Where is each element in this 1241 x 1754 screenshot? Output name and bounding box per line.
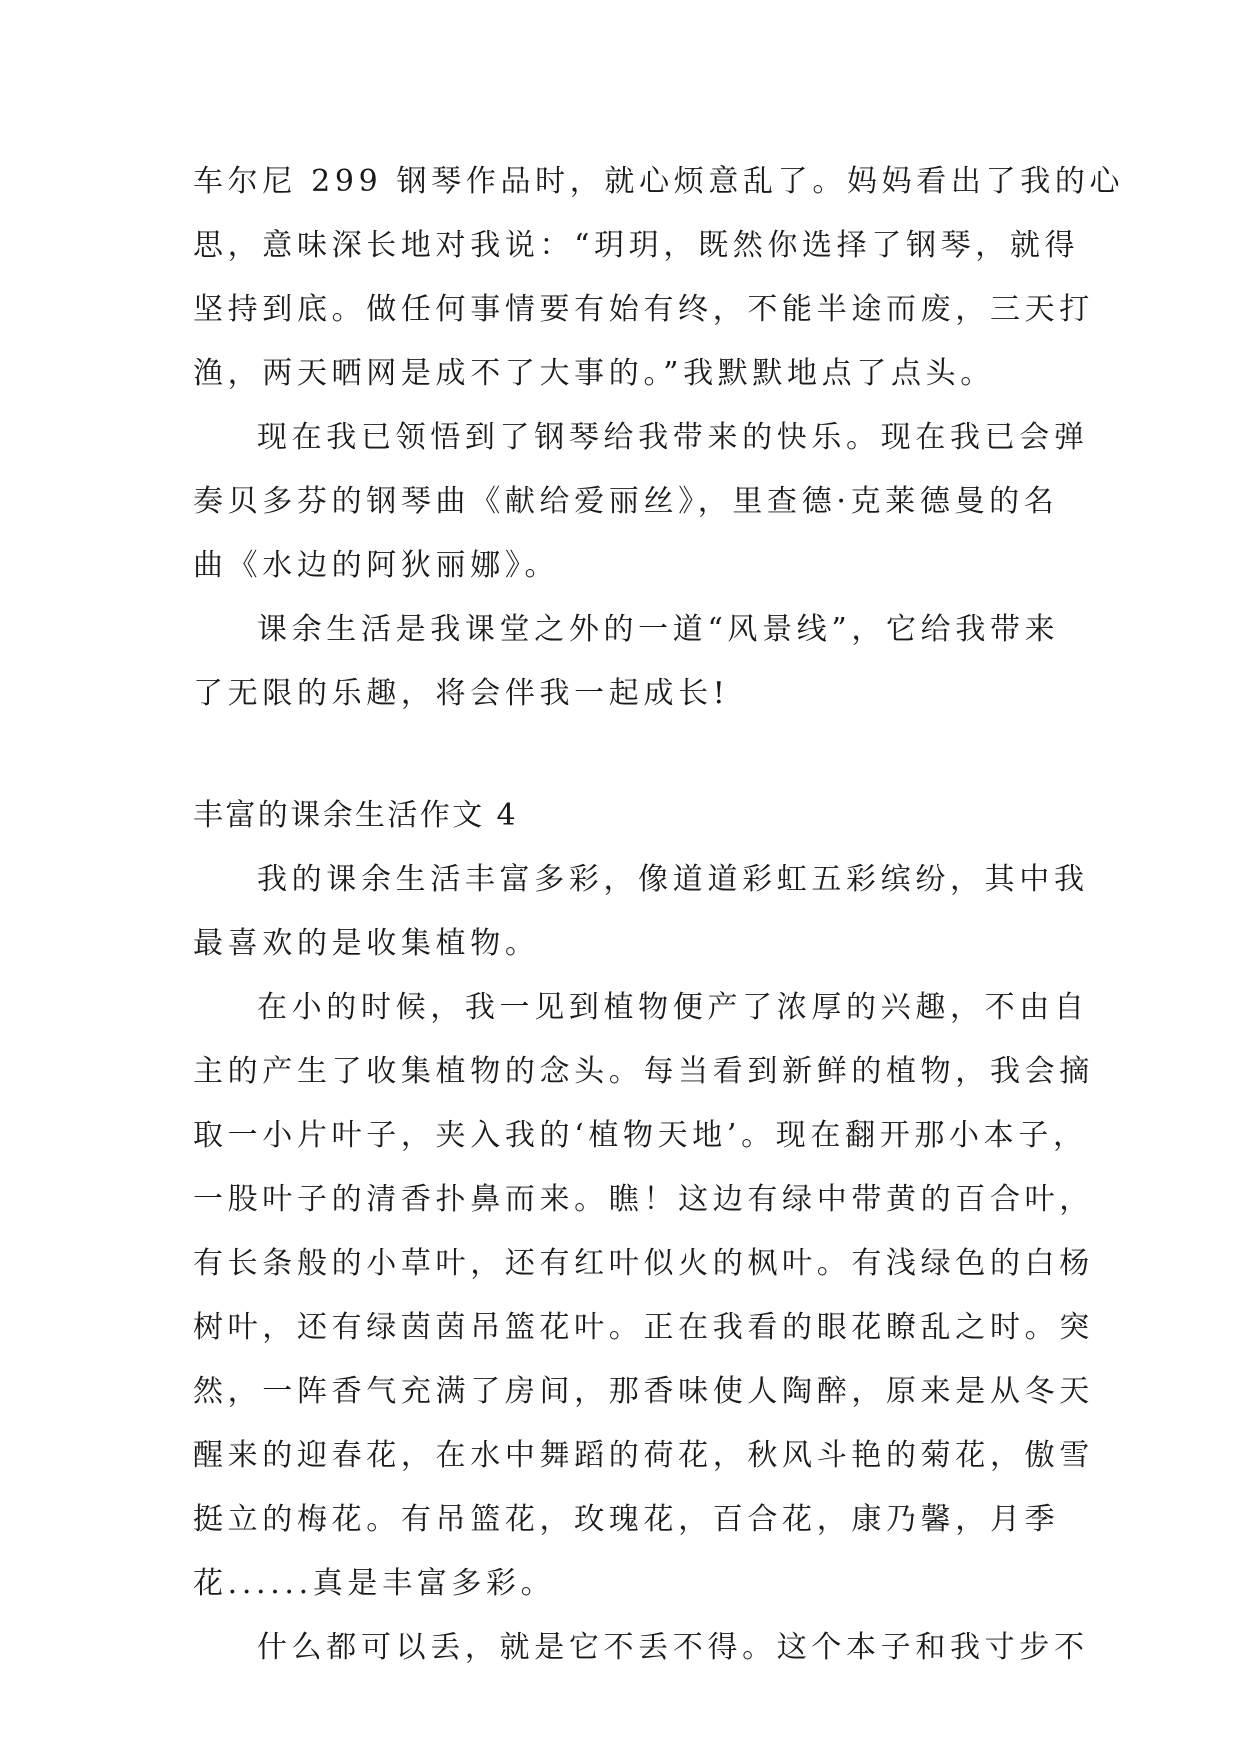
text-line: 取一小片叶子，夹入我的‘植物天地’。现在翻开那小本子， xyxy=(193,1118,1088,1153)
paragraph xyxy=(193,848,1089,976)
text-line: 车尔尼 299 钢琴作品时，就心烦意乱了。妈妈看出了我的心 xyxy=(193,164,1125,199)
text-line: 最喜欢的是收集植物。 xyxy=(193,926,540,961)
text-line: 一股叶子的清香扑鼻而来。瞧！这边有绿中带黄的百合叶， xyxy=(193,1182,1094,1217)
text-line: 主的产生了收集植物的念头。每当看到新鲜的植物，我会摘 xyxy=(193,1054,1094,1089)
document-body xyxy=(193,150,1125,1680)
text-line: 渔，两天晒网是成不了大事的。”我默默地点了点头。 xyxy=(193,356,995,391)
paragraph xyxy=(193,976,1094,1616)
paragraph xyxy=(193,406,1089,598)
text-line: 树叶，还有绿茵茵吊篮花叶。正在我看的眼花瞭乱之时。突 xyxy=(193,1310,1094,1345)
section-title: 丰富的课余生活作文 4 xyxy=(193,798,519,833)
section-spacer xyxy=(193,726,1073,784)
text-line: 奏贝多芬的钢琴曲《献给爱丽丝》，里查德·克莱德曼的名 xyxy=(193,484,1059,519)
paragraph xyxy=(193,598,1073,726)
text-line: 有长条般的小草叶，还有红叶似火的枫叶。有浅绿色的白杨 xyxy=(193,1246,1094,1281)
text-line: 花......真是丰富多彩。 xyxy=(193,1566,556,1601)
paragraph xyxy=(193,150,1125,406)
text-line: 坚持到底。做任何事情要有始有终，不能半途而废，三天打 xyxy=(193,292,1094,327)
text-line: 了无限的乐趣，将会伴我一起成长! xyxy=(193,676,730,711)
text-line: 挺立的梅花。有吊篮花，玫瑰花，百合花，康乃馨，月季 xyxy=(193,1502,1060,1537)
paragraph xyxy=(193,1616,1089,1680)
text-line: 课余生活是我课堂之外的一道“风景线”，它给我带来 xyxy=(257,612,1060,647)
text-line: 什么都可以丢，就是它不丢不得。这个本子和我寸步不 xyxy=(257,1630,1089,1665)
text-line: 思，意味深长地对我说：“玥玥，既然你选择了钢琴，就得 xyxy=(193,228,1080,263)
text-line: 曲《水边的阿狄丽娜》。 xyxy=(193,548,560,583)
text-line: 现在我已领悟到了钢琴给我带来的快乐。现在我已会弹 xyxy=(257,420,1089,455)
text-line: 醒来的迎春花，在水中舞蹈的荷花，秋风斗艳的菊花，傲雪 xyxy=(193,1438,1094,1473)
text-line: 然，一阵香气充满了房间，那香味使人陶醉，原来是从冬天 xyxy=(193,1374,1094,1409)
text-line: 我的课余生活丰富多彩，像道道彩虹五彩缤纷，其中我 xyxy=(257,862,1089,897)
text-line: 在小的时候，我一见到植物便产了浓厚的兴趣，不由自 xyxy=(257,990,1089,1025)
